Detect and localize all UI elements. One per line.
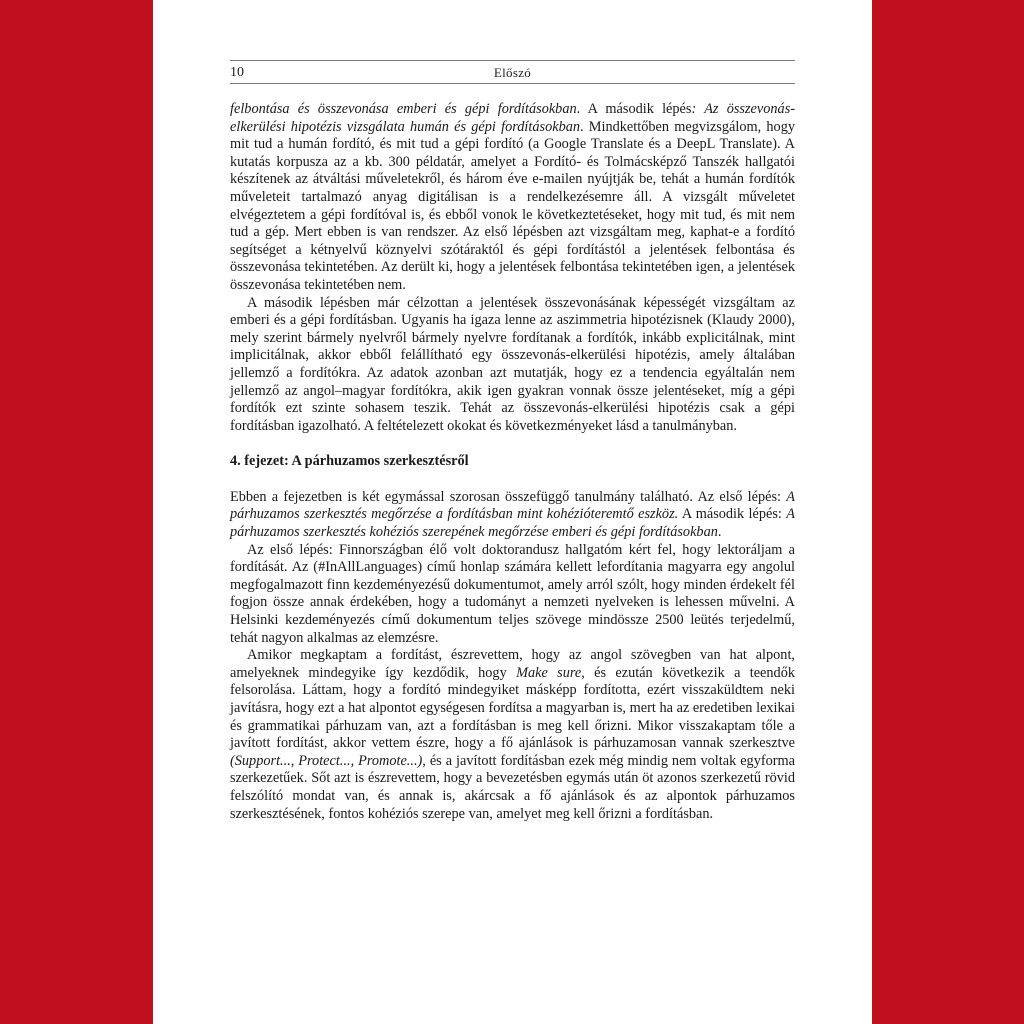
running-title: Előszó: [493, 65, 532, 80]
italic-phrase: (Support..., Protect..., Promote...),: [230, 752, 426, 769]
paragraph-1: felbontása és összevonása emberi és gépi fordításokban. A második lépés: Az összevonás-elkerülési hipotézis vizsgálata humán és gépi fordításokban. Mindkettőben megvizsgálom, hogy mit tud a humán fordító, és mit tud a gépi fordító (a Google Translate és a DeepL Translate). A kutatás korpusza az a kb. 300 példatár, amelyet a Fordító- és Tolmácsképző Tanszék hallgatói készítenek az átváltási műveletekről, és három éve e-mailen nyújtják be, tehát a humán fordítók műveleteit tartalmazó anyag digitálisan is a rendelkezésemre áll. A vizsgált műveletet elvégeztetem a gépi fordítóval is, és ebből vonok le következtetéseket, hogy mit tud, és mit nem tud a gép. Mert ebben is van rendszer. Az első lépésben azt vizsgáltam meg, kaphat-e a fordító segítséget a kétnyelvű köznyelvi szótáraktól és gépi fordítástól a jelentések felbontása és összevonása tekintetében. Az derült ki, hogy a jelentések felbontása tekintetében igen, a jelentések összevonása tekintetében nem.: [230, 101, 796, 293]
italic-phrase: Make sure,: [516, 664, 585, 681]
page-header: [230, 60, 795, 84]
paragraph-4: Az első lépés: Finnországban élő volt doktorandusz hallgatóm kért fel, hogy lektoráljam a fordítását. Az (#InAllLanguages) című honlap számára kellett lefordítania magyarra egy angolul megfogalmazott finn kezdeményezésű dokumentumot, amely arról szólt, hogy minden érdekelt fél fogjon össze annak érdekében, hogy a tudományt a nemzeti nyelveken is lehessen művelni. A Helsinki kezdeményezés című dokumentum teljes szövege mindössze 2500 leütés terjedelmű, tehát nagyon alkalmas az elemzésre.: [230, 541, 795, 646]
italic-title: : Az összevonás-elkerülési hipotézis vizsgálata humán és gépi fordításokban: [230, 101, 796, 135]
italic-title: felbontása és összevonása emberi és gépi fordításokban: [230, 101, 577, 117]
page-number: 10: [230, 65, 244, 80]
paragraph-3: Ebben a fejezetben is két egymással szorosan összefüggő tanulmány található. Az első lépés: A párhuzamos szerkesztés megőrzése a fordításban mint kohézióteremtő eszköz. A második lépés: A párhuzamos szerkesztés kohéziós szerepének megőrzése emberi és gépi fordításokban.: [230, 488, 795, 541]
italic-title: A párhuzamos szerkesztés megőrzése a fordításban mint kohézióteremtő eszköz.: [230, 488, 795, 523]
book-page: [153, 0, 872, 1024]
section-heading: 4. fejezet: A párhuzamos szerkesztésről: [230, 453, 469, 470]
body-text: [230, 101, 795, 823]
paragraph-5: Amikor megkaptam a fordítást, észrevettem, hogy az angol szövegben van hat alpont, amelyeknek mindegyike így kezdődik, hogy Make sure, és ezután következik a teendők felsorolása. Láttam, hogy a fordító mindegyiket másképp fordította, ezért visszaküldtem neki javításra, hogy ezt a hat alpontot egységesen fordítsa a magyarban is, mert ha az eredetiben lexikai és grammatikai párhuzam van, azt a fordításban is meg kell őrizni. Mikor visszakaptam tőle a javított fordítást, akkor vettem észre, hogy a fő ajánlások is párhuzamosan vannak szerkesztve (Support..., Protect..., Promote...), és a javított fordításban ezek még mindig nem voltak egyforma szerkezetűek. Sőt azt is észrevettem, hogy a bevezetésben egymás után öt azonos szerkezetű rövid felszólító mondat van, és annak is, akárcsak a fő ajánlások és az alpontok párhuzamos szerkesztésének, fontos kohéziós szerepe van, amelyet meg kell őrizni a fordításban.: [230, 647, 795, 822]
paragraph-2: A második lépésben már célzottan a jelentések összevonásának képességét vizsgáltam az emberi és a gépi fordításban. Ugyanis ha igaza lenne az aszimmetria hipotézisnek (Klaudy 2000), mely szerint bármely nyelvről bármely nyelvre fordítanak a fordítók, inkább explicitálnak, mint implicitálnak, akkor ebből felállítható egy összevonás-elkerülési hipotézis, amely általában jellemző a fordítókra. Az adatok azonban azt mutatják, hogy ez a tendencia egyáltalán nem jellemző az angol–magyar fordítókra, akik igen gyakran vonnak össze jelentéseket, míg a gépi fordítók ezt szinte sohasem teszik. Tehát az összevonás-elkerülési hipotézis csak a gépi fordításban igazolható. A feltételezett okokat és következményeket lásd a tanulmányban.: [230, 294, 795, 434]
italic-title: A párhuzamos szerkesztés kohéziós szerepének megőrzése emberi és gépi fordításokban: [230, 506, 795, 541]
